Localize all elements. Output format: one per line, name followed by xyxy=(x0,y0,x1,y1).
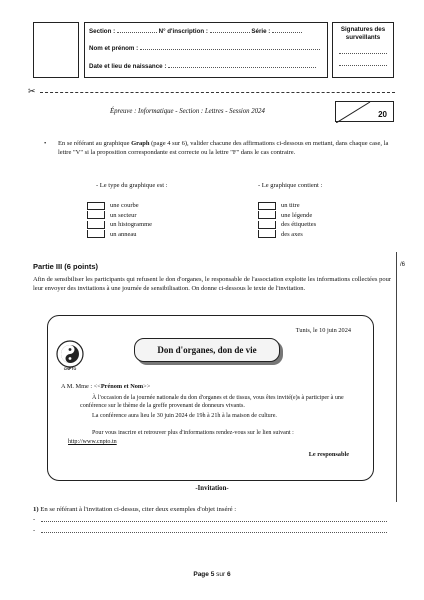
invitation-para3: Pour vous inscrire et retrouver plus d'informations rendez-vous sur le lien suivant : xyxy=(92,430,294,436)
invitation-caption: -Invitation- xyxy=(195,485,229,492)
invitation-title: Don d'organes, don de vie xyxy=(157,345,257,355)
partie3-intro: Afin de sensibiliser les participants qui refusent le don d'organes, le responsable de l'association exploite les informations collectées pour leur envoyer des invitations à une journée de sensibilisation. On donne ci-dessous le texte de l'invitation. xyxy=(33,276,391,292)
answer-box[interactable] xyxy=(87,211,105,219)
invitation-link[interactable]: http://www.cnpto.tn xyxy=(68,439,117,445)
grade-box xyxy=(335,101,394,122)
right-title: - Le graphique contient : xyxy=(258,182,323,189)
option-row: des axes xyxy=(258,230,316,240)
margin-line xyxy=(396,252,397,502)
naissance-field: Date et lieu de naissance : xyxy=(89,63,316,71)
answer-box[interactable] xyxy=(87,202,105,210)
right-options xyxy=(258,201,316,239)
nom-field: Nom et prénom : xyxy=(89,45,320,53)
cut-line xyxy=(40,92,395,93)
answer-box[interactable] xyxy=(258,230,276,238)
candidate-info-box xyxy=(84,22,328,78)
logo-text: CNPTO xyxy=(63,367,77,371)
option-row: une courbe xyxy=(87,201,152,211)
option-row: un anneau xyxy=(87,230,152,240)
option-row: un titre xyxy=(258,201,316,211)
association-logo xyxy=(56,340,84,371)
q1-text: 1) En se référant à l'invitation ci-dessus, citer deux exemples d'objet inséré : xyxy=(33,506,237,513)
partie3-title: Partie III (6 points) xyxy=(33,262,99,271)
bullet: • xyxy=(44,140,47,147)
answer-box[interactable] xyxy=(258,221,276,229)
question-graph: • En se référant au graphique Graph (page 4 sur 6), valider chacune des affirmations ci-dessous en mettant, dans chaque case, la lettre "V" si la proposition correspondante est correcte ou la lettre "F" dans le cas contraire. xyxy=(44,140,389,156)
signatures-box xyxy=(332,22,394,78)
option-row: un secteur xyxy=(87,211,152,221)
answer-box[interactable] xyxy=(87,221,105,229)
left-title: - Le type du graphique est : xyxy=(96,182,168,189)
scissors-icon: ✂ xyxy=(28,86,36,96)
invitation-box xyxy=(47,315,374,481)
invitation-title-banner xyxy=(134,338,280,362)
q1-answer-line-2[interactable]: - xyxy=(33,527,388,534)
option-row: des étiquettes xyxy=(258,220,316,230)
q1-answer-line-1[interactable]: - xyxy=(33,516,388,523)
invitation-signature: Le responsable xyxy=(308,451,349,458)
option-row: une légende xyxy=(258,211,316,221)
answer-box[interactable] xyxy=(258,202,276,210)
margin-score: /6 xyxy=(400,262,406,268)
invitation-date: Tunis, le 10 juin 2024 xyxy=(295,327,351,334)
answer-box[interactable] xyxy=(258,211,276,219)
answer-box[interactable] xyxy=(87,230,105,238)
option-row: un histogramme xyxy=(87,220,152,230)
signatures-title: Signatures des surveillants xyxy=(340,26,386,41)
invitation-greeting: A M. Mme : <<Prénom et Nom>> xyxy=(61,383,151,390)
photo-box xyxy=(33,22,79,78)
invitation-para2: La conférence aura lieu le 30 juin 2024 de 19h à 21h à la maison de culture. xyxy=(92,413,277,419)
invitation-para1: À l'occasion de la journée nationale du don d'organes et de tissus, vous êtes invité(e)s à participer à une conférence sur le thème de la greffe provenant de donneurs vivants. xyxy=(80,395,344,409)
left-options xyxy=(87,201,152,239)
section-field: Section : N° d'inscription : Série : xyxy=(89,28,302,36)
grade-total: 20 xyxy=(378,110,387,119)
epreuve-line: Épreuve : Informatique - Section : Lettres - Session 2024 xyxy=(110,108,265,115)
page-footer: Page 5 sur 6 xyxy=(193,571,231,578)
